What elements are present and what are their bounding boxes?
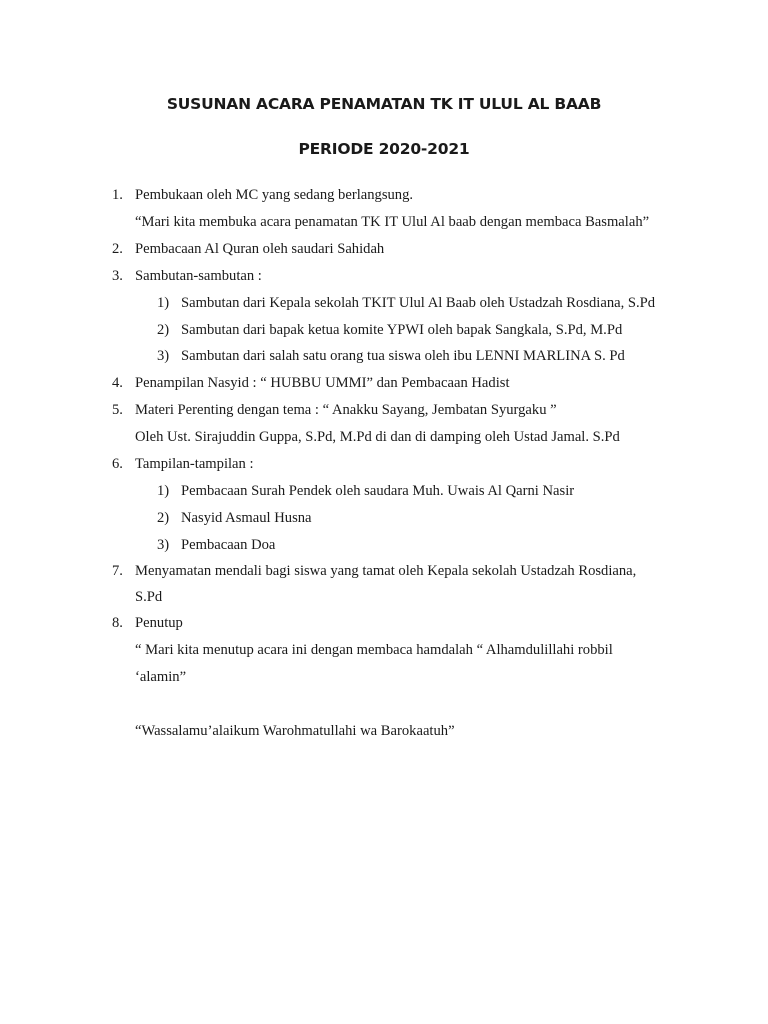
item-text: S.Pd bbox=[135, 589, 163, 605]
item-number: 8. bbox=[112, 615, 123, 631]
item-text: Pembacaan Al Quran oleh saudari Sahidah bbox=[135, 241, 385, 257]
item-text: Menyamatan mendali bagi siswa yang tamat oleh Kepala sekolah Ustadzah Rosdiana, bbox=[135, 563, 637, 579]
item-text: Pembukaan oleh MC yang sedang berlangsung. bbox=[135, 187, 414, 203]
subitem-text: Pembacaan Surah Pendek oleh saudara Muh. Uwais Al Qarni Nasir bbox=[181, 483, 575, 499]
closing-greeting: “Wassalamu’alaikum Warohmatullahi wa Barokaatuh” bbox=[135, 723, 455, 739]
item-number: 2. bbox=[112, 241, 123, 257]
item-text: “Mari kita membuka acara penamatan TK IT Ulul Al baab dengan membaca Basmalah” bbox=[135, 214, 650, 230]
subitem-number: 2) bbox=[157, 510, 170, 526]
item-text: “ Mari kita menutup acara ini dengan membaca hamdalah “ Alhamdulillahi robbil bbox=[135, 642, 613, 658]
item-number: 6. bbox=[112, 456, 123, 472]
document-subtitle: PERIODE 2020-2021 bbox=[298, 140, 470, 158]
subitem-text: Pembacaan Doa bbox=[181, 537, 276, 553]
subitem-text: Sambutan dari Kepala sekolah TKIT Ulul Al Baab oleh Ustadzah Rosdiana, S.Pd bbox=[181, 295, 656, 311]
item-text: Oleh Ust. Sirajuddin Guppa, S.Pd, M.Pd di dan di damping oleh Ustad Jamal. S.Pd bbox=[135, 429, 620, 445]
item-text: ‘alamin” bbox=[135, 669, 187, 685]
subitem-text: Sambutan dari bapak ketua komite YPWI oleh bapak Sangkala, S.Pd, M.Pd bbox=[181, 322, 623, 338]
item-text: Sambutan-sambutan : bbox=[135, 268, 262, 284]
item-text: Penampilan Nasyid : “ HUBBU UMMI” dan Pembacaan Hadist bbox=[135, 375, 510, 391]
item-number: 4. bbox=[112, 375, 123, 391]
item-number: 3. bbox=[112, 268, 123, 284]
item-number: 7. bbox=[112, 563, 123, 579]
subitem-number: 1) bbox=[157, 483, 170, 499]
item-number: 5. bbox=[112, 402, 123, 418]
item-text: Penutup bbox=[135, 615, 183, 631]
item-text: Tampilan-tampilan : bbox=[135, 456, 254, 472]
subitem-number: 1) bbox=[157, 295, 170, 311]
subitem-number: 3) bbox=[157, 348, 170, 364]
subitem-text: Sambutan dari salah satu orang tua siswa oleh ibu LENNI MARLINA S. Pd bbox=[181, 348, 625, 364]
document-title: SUSUNAN ACARA PENAMATAN TK IT ULUL AL BAAB bbox=[166, 95, 602, 113]
subitem-text: Nasyid Asmaul Husna bbox=[181, 510, 312, 526]
subitem-number: 2) bbox=[157, 322, 170, 338]
item-number: 1. bbox=[112, 187, 123, 203]
subitem-number: 3) bbox=[157, 537, 170, 553]
item-text: Materi Perenting dengan tema : “ Anakku Sayang, Jembatan Syurgaku ” bbox=[135, 402, 557, 418]
